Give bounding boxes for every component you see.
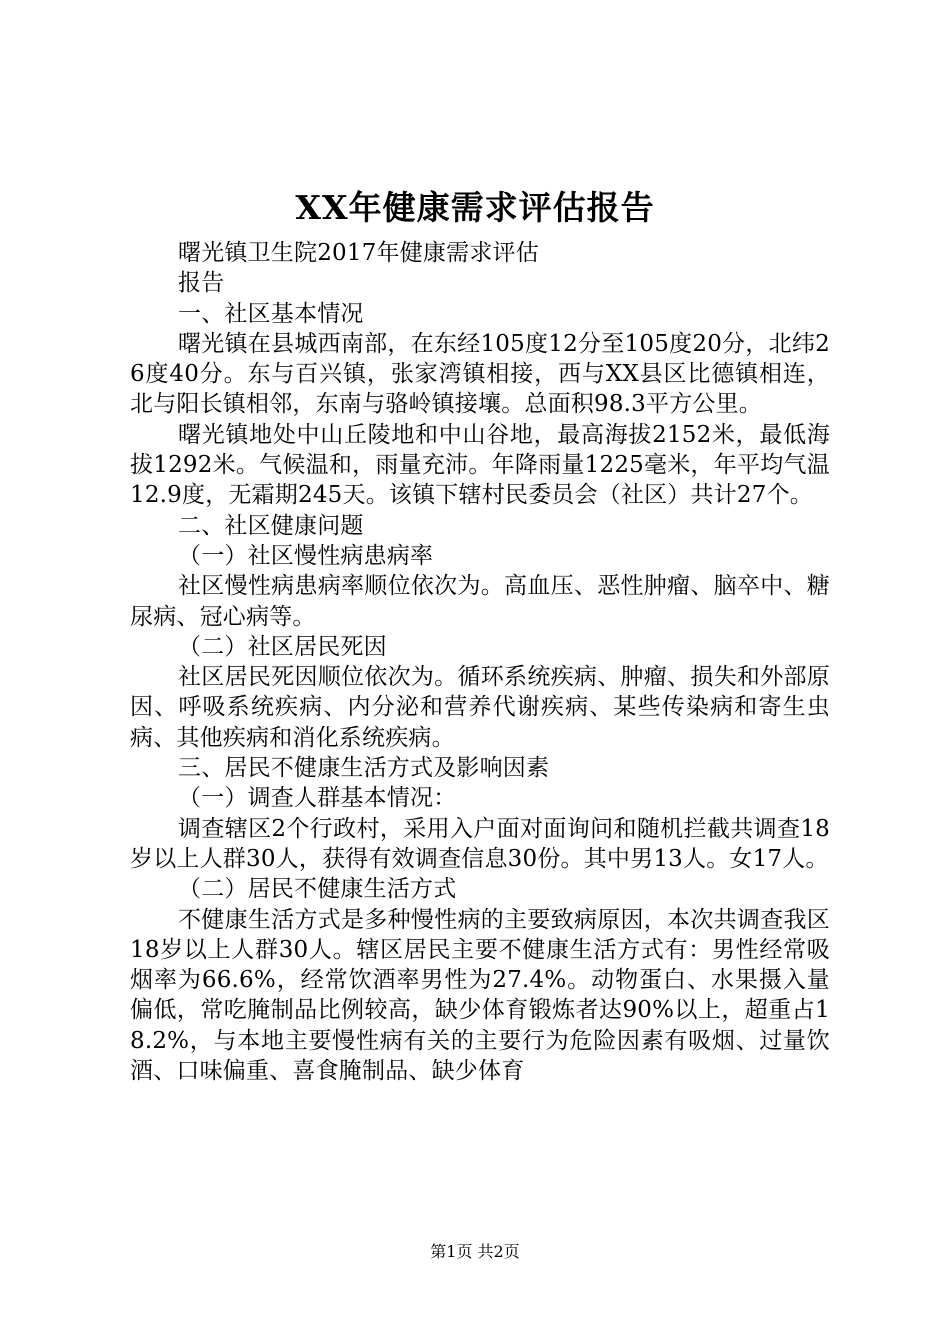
document-body [130,238,830,1086]
document-title: XX年健康需求评估报告 [295,188,655,227]
paragraph-location: 曙光镇在县城西南部，在东经105度12分至105度20分，北纬26度40分。东与百兴镇，张家湾镇相接，西与XX县区比德镇相连，北与阳长镇相邻，东南与骆岭镇接壤。总面积98.3平方公里。 [130,330,830,418]
paragraph-death-causes: 社区居民死因顺位依次为。循环系统疾病、肿瘤、损失和外部原因、呼吸系统疾病、内分泌和营养代谢疾病、某些传染病和寄生虫病、其他疾病和消化系统疾病。 [130,664,830,751]
section-heading-2: 二、社区健康问题 [178,512,364,539]
paragraph-subtitle-line2: 报告 [178,270,225,297]
subsection-heading-2-1: （一）社区慢性病患病率 [178,542,434,569]
section-heading-3: 三、居民不健康生活方式及影响因素 [178,755,550,782]
subsection-heading-3-2: （二）居民不健康生活方式 [178,876,457,903]
subsection-heading-3-1: （一）调查人群基本情况： [178,785,457,812]
paragraph-lifestyle: 不健康生活方式是多种慢性病的主要致病原因，本次共调查我区18岁以上人群30人。辖区居民主要不健康生活方式有：男性经常吸烟率为66.6%，经常饮酒率男性为27.4%。动物蛋白、水果摄入量偏低，常吃腌制品比例较高，缺少体育锻炼者达90%以上，超重占18.2%，与本地主要慢性病有关的主要行为危险因素有吸烟、过量饮酒、口味偏重、喜食腌制品、缺少体育 [130,906,830,1085]
paragraph-terrain: 曙光镇地处中山丘陵地和中山谷地，最高海拔2152米，最低海拔1292米。气候温和，雨量充沛。年降雨量1225毫米，年平均气温12.9度，无霜期245天。该镇下辖村民委员会（社区）共计27个。 [130,421,830,509]
paragraph-survey: 调查辖区2个行政村，采用入户面对面询问和随机拦截共调查18岁以上人群30人，获得有效调查信息30份。其中男13人。女17人。 [130,815,830,872]
paragraph-subtitle-line1: 曙光镇卫生院2017年健康需求评估 [178,240,539,266]
subsection-heading-2-2: （二）社区居民死因 [178,633,387,660]
paragraph-chronic-disease: 社区慢性病患病率顺位依次为。高血压、恶性肿瘤、脑卒中、糖尿病、冠心病等。 [130,573,830,630]
page-footer: 第1页 共2页 [430,1242,520,1261]
section-heading-1: 一、社区基本情况 [178,300,364,327]
